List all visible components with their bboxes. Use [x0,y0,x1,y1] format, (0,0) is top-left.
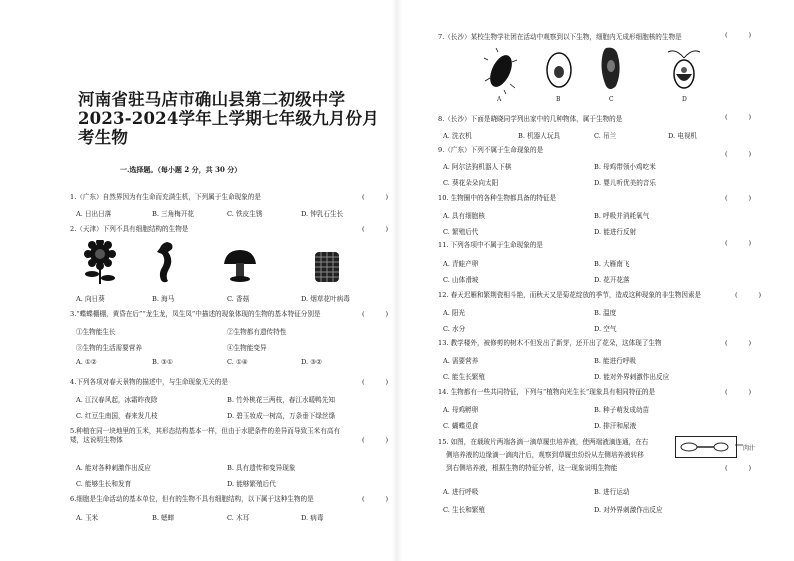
q12-option-d: D. 空气 [594,325,617,333]
q1-option-b: B. 三角梅开花 [152,210,195,218]
q15-option-b: B. 进行运动 [594,488,630,496]
yeast-cell-image [544,50,574,90]
q6-option-a: A. 玉米 [76,514,99,522]
answer-paren: ( ) [725,113,752,121]
q3-option-b: B. ③① [152,358,173,366]
q1-option-c: C. 铁皮生锈 [227,210,263,218]
q3-option-a: A. ①② [76,358,97,366]
q15-option-d: D. 对外界刺激作出反应 [594,506,663,514]
q10-option-a: A. 具有细胞核 [443,212,485,220]
answer-paren: ( ) [725,239,752,247]
question-6-stem: 6.细胞是生命活动的基本单位，但有的生物不具有细胞结构，以下属于这种生物的是 [70,495,314,503]
answer-paren: ( ) [725,150,752,158]
q4-option-d: D. 碧玉妆成一树高，万条垂下绿丝绦 [227,412,336,420]
question-8-stem: 8.（长沙）下面是晓晓同学列出家中的几种物体，属于生物的是 [438,115,623,123]
figure-label-b: B [556,96,561,103]
q12-option-a: A. 阳光 [443,309,466,317]
figure-label-c: C [609,96,614,103]
paramecium-image [598,46,624,92]
bacterium-image [484,48,518,94]
q2-option-c: C. 香菇 [227,295,250,303]
q8-option-a: A. 洗衣机 [443,132,472,140]
question-4-stem: 4.下列各项对春天景物的描述中，与生命现象无关的是 [70,378,228,386]
q8-option-c: C. 吊兰 [594,132,617,140]
q5-option-b: B. 具有遗传和变异现象 [227,464,296,472]
q13-option-c: C. 能生长繁殖 [443,373,485,381]
answer-paren: ( ) [362,193,389,201]
answer-paren: ( ) [362,495,389,503]
slide-figure [675,436,737,458]
page-title: 河南省驻马店市确山县第二初级中学2023-2024学年上学期七年级九月份月考生物 [78,90,379,147]
q11-option-a: A. 青蛙产卵 [443,260,479,268]
question-1-stem: 1.（广东）自然界因为有生命而充满生机，下列属于生命现象的是 [70,193,261,201]
answer-paren: ( ) [735,291,762,299]
q11-option-c: C. 山体滑坡 [443,276,479,284]
q8-option-b: B. 机器人玩具 [518,132,561,140]
answer-paren: ( ) [362,378,389,386]
q9-option-c: C. 葵花朵朵向太阳 [443,179,499,187]
seahorse-image [152,240,177,285]
q14-option-a: A. 母鸡孵卵 [443,406,479,414]
q15-option-c: C. 生长和繁殖 [443,506,485,514]
q11-option-d: D. 花开花落 [594,276,630,284]
q6-option-b: B. 蟋蟀 [152,514,175,522]
q2-option-b: B. 海马 [152,295,175,303]
q15-option-a: A. 进行呼吸 [443,488,479,496]
question-12-stem: 12. 春天迟雁和繁荆瓷相斗艳，而秋天又是菊花绽放的季节，造成这种现象的非生物因素是 [438,291,702,299]
q4-option-a: A. 江汉春风起，冰霜昨夜除 [76,396,158,404]
answer-paren: ( ) [362,310,389,318]
q13-option-a: A. 需要营养 [443,357,479,365]
answer-paren: ( ) [725,31,752,39]
q14-option-b: B. 种子萌发成幼苗 [594,406,650,414]
q10-option-c: C. 繁殖后代 [443,228,479,236]
question-5-stem: 5.种植在同一块地里的玉米，其形态结构基本一样，但由于水肥条件的差异而导致玉米有高有 [70,427,341,435]
figure-label-d: D [682,96,687,103]
q6-option-d: D. 病毒 [301,514,324,522]
q9-option-b: B. 母鸡带领小鸡吃米 [594,163,656,171]
q5-option-a: A. 能对各种刺激作出反应 [76,464,151,472]
section-heading: 一.选择题。（每小题 2 分，共 30 分） [120,165,242,174]
question-3-stem: 3.“蝶蝶棚棚，黄昏在后”“龙生龙，凤生凤”中描述的现象体现的生物的基本特征分别是 [70,310,321,318]
q14-option-c: C. 蝴蝶觅食 [443,422,479,430]
answer-paren: ( ) [725,464,752,472]
q9-option-a: A. 阿尔法狗机器人下棋 [443,163,512,171]
q10-option-b: B. 呼吸并消耗氧气 [594,212,650,220]
euglena-chlamydomonas-image [662,46,706,92]
question-9-stem: 9.（广东）下列不属于生命现象的是 [438,146,544,154]
question-15-stem: 15. 如图，在载玻片两端各滴一滴草履虫培养液，使两端液滴连通，在右 [438,438,649,446]
answer-paren: ( ) [725,339,752,347]
q3-statement-3: ③生物的生活需要营养 [76,344,142,352]
q12-option-b: B. 温度 [594,309,617,317]
q8-option-d: D. 电视机 [668,132,698,140]
figure-label-a: A [497,96,502,103]
answer-paren: ( ) [362,436,389,444]
q5-option-d: D. 能够繁殖后代 [227,480,276,488]
q3-option-d: D. ③② [301,358,323,366]
question-7-stem: 7.（长沙）某校生物学社团在活动中观察到以下生物，细胞内无成形细胞核的生物是 [438,33,682,41]
meat-juice-label: 肉汁 [743,445,756,452]
q2-option-d: D. 烟草花叶病毒 [301,295,350,303]
answer-paren: ( ) [362,225,389,233]
sunflower-image [80,240,120,285]
answer-paren: ( ) [725,194,752,202]
question-5-stem-line2: 矮，这说明生物体 [70,436,123,444]
q11-option-b: B. 大雁南飞 [594,260,630,268]
answer-paren: ( ) [725,388,752,396]
q3-option-c: C. ①④ [227,358,248,366]
question-15-stem-line2: 侧培养液的边缘滴一滴肉汁后，观察到草履虫纷纷从左侧培养液转移 [446,451,644,459]
question-11-stem: 11. 下列各项中不属于生命现象的是 [438,241,543,249]
q14-option-d: D. 排汗和尿液 [594,422,637,430]
tobacco-mosaic-virus-image [313,250,341,284]
question-14-stem: 14. 生物都有一些共同特征，下列与“植物向光生长”现象具有相同特征的是 [438,388,656,396]
q13-option-d: D. 能对外界刺激作出反应 [594,373,670,381]
q2-option-a: A. 向日葵 [76,295,105,303]
q6-option-c: C. 木耳 [227,514,250,522]
q1-option-d: D. 钟乳石生长 [301,210,344,218]
q3-statement-2: ②生物都有遗传特性 [227,328,287,336]
question-15-stem-line3: 到右侧培养液，根据生物的特征分析，这一现象说明生物能 [446,464,618,472]
q5-option-c: C. 能够生长和发育 [76,480,132,488]
q13-option-b: B. 能进行呼吸 [594,357,637,365]
q3-statement-4: ④生物能变异 [227,344,267,352]
q1-option-a: A. 日出日落 [76,210,112,218]
q10-option-d: D. 能进行反射 [594,228,637,236]
q12-option-c: C. 水分 [443,325,466,333]
q4-option-b: B. 竹外桃花三两枝，春江水暖鸭先知 [227,396,335,404]
mushroom-image [222,248,258,284]
question-2-stem: 2.（天津）下列不具有细胞结构的生物是 [70,225,189,233]
q3-statement-1: ①生物能生长 [76,328,116,336]
q9-option-d: D. 婴儿听优美的音乐 [594,179,656,187]
pointer-line [735,441,743,449]
question-13-stem: 13. 教学楼外，被修剪的树木不但发出了新芽，还开出了花朵，这体现了生物 [438,339,662,347]
q4-option-c: C. 红豆生南国，春来发几枝 [76,412,158,420]
question-10-stem: 10. 生物圈中的各种生物都具备的特征是 [438,194,557,202]
